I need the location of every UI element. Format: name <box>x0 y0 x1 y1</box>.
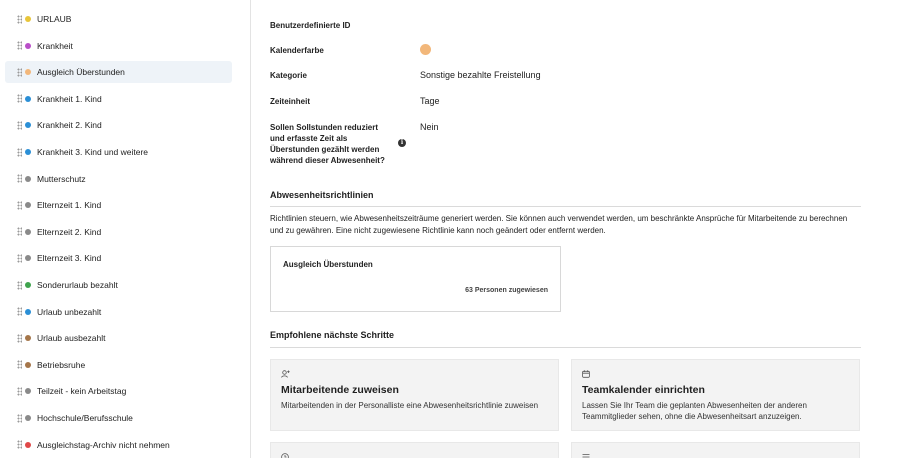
section-divider <box>270 206 861 207</box>
sidebar-item[interactable] <box>5 434 232 456</box>
color-dot-icon <box>25 176 31 182</box>
drag-handle-icon[interactable] <box>17 387 22 396</box>
drag-handle-icon[interactable] <box>17 94 22 103</box>
list-icon <box>582 453 590 458</box>
step-card-title: Mitarbeitende zuweisen <box>281 384 399 396</box>
color-dot-icon <box>25 43 31 49</box>
drag-handle-icon[interactable] <box>17 227 22 236</box>
overtime-question-line: Sollen Sollstunden reduziert <box>270 123 379 132</box>
category-label: Kategorie <box>270 71 307 80</box>
sidebar-item[interactable] <box>5 61 232 83</box>
calendar-color-swatch <box>420 44 431 55</box>
absence-type-details <box>251 0 906 458</box>
section-divider <box>270 347 861 348</box>
sidebar-item[interactable] <box>5 141 232 163</box>
absence-type-sidebar <box>0 0 251 458</box>
color-dot-icon <box>25 255 31 261</box>
overtime-question-line: während dieser Abwesenheit? <box>270 156 385 165</box>
next-step-card[interactable] <box>571 442 860 458</box>
drag-handle-icon[interactable] <box>17 440 22 449</box>
color-dot-icon <box>25 96 31 102</box>
sidebar-item-label: Krankheit 3. Kind und weitere <box>37 147 149 157</box>
sidebar-item-label: Krankheit <box>37 40 73 51</box>
sidebar-item-label: URLAUB <box>37 14 72 24</box>
sidebar-item-label: Elternzeit 1. Kind <box>37 200 102 211</box>
sidebar-item-label: Ausgleich Überstunden <box>37 67 125 78</box>
sidebar-item[interactable] <box>5 274 232 296</box>
sidebar-item[interactable] <box>5 8 232 30</box>
sidebar-item-label: Ausgleichstag-Archiv nicht nehmen <box>37 439 170 450</box>
drag-handle-icon[interactable] <box>17 334 22 343</box>
color-dot-icon <box>25 442 31 448</box>
next-steps-section-title: Empfohlene nächste Schritte <box>270 330 395 340</box>
color-dot-icon <box>25 309 31 315</box>
sidebar-item-label: Krankheit 1. Kind <box>37 93 102 104</box>
drag-handle-icon[interactable] <box>17 121 22 130</box>
custom-id-label: Benutzerdefinierte ID <box>270 21 351 30</box>
drag-handle-icon[interactable] <box>17 174 22 183</box>
drag-handle-icon[interactable] <box>17 254 22 263</box>
sidebar-item[interactable] <box>5 114 232 136</box>
sidebar-item[interactable] <box>5 354 232 376</box>
drag-handle-icon[interactable] <box>17 281 22 290</box>
sidebar-item[interactable] <box>5 407 232 429</box>
sidebar-item[interactable] <box>5 380 232 402</box>
sidebar-item-label: Urlaub ausbezahlt <box>37 333 106 344</box>
sidebar-item-label: Krankheit 2. Kind <box>37 120 102 131</box>
policy-card-assigned-count: 63 Personen zugewiesen <box>465 287 548 294</box>
overtime-value: Nein <box>420 122 439 132</box>
sidebar-item[interactable] <box>5 168 232 190</box>
sidebar-item[interactable] <box>5 327 232 349</box>
color-dot-icon <box>25 388 31 394</box>
overtime-question-line: und erfasste Zeit als <box>270 134 348 143</box>
sidebar-item-label: Betriebsruhe <box>37 359 86 370</box>
color-dot-icon <box>25 202 31 208</box>
color-dot-icon <box>25 415 31 421</box>
policies-section-title: Abwesenheitsrichtlinien <box>270 190 374 200</box>
color-dot-icon <box>25 362 31 368</box>
time-unit-value: Tage <box>420 96 440 106</box>
step-card-title: Teamkalender einrichten <box>582 384 705 396</box>
calendar-icon <box>582 370 590 380</box>
assign-employees-card[interactable] <box>270 359 559 431</box>
color-dot-icon <box>25 335 31 341</box>
time-unit-label: Zeiteinheit <box>270 97 311 106</box>
category-value: Sonstige bezahlte Freistellung <box>420 70 541 80</box>
policy-card[interactable] <box>270 246 561 312</box>
policies-description: Richtlinien steuern, wie Abwesenheitszeiträume generiert werden. Sie können auch verwendet werden, um beschränkte Ansprüche für Mitarbeitende zu berechnen und zu gewähren. Eine nicht zugewiesene Richtlinie kann noch geändert oder entfernt werden. <box>270 214 848 235</box>
color-dot-icon <box>25 69 31 75</box>
drag-handle-icon[interactable] <box>17 360 22 369</box>
color-dot-icon <box>25 149 31 155</box>
drag-handle-icon[interactable] <box>17 201 22 210</box>
sidebar-item-label: Teilzeit - kein Arbeitstag <box>37 386 127 397</box>
sidebar-item-label: Elternzeit 3. Kind <box>37 253 102 264</box>
calendar-color-label: Kalenderfarbe <box>270 46 324 55</box>
sidebar-item-label: Mutterschutz <box>37 173 86 184</box>
sidebar-item[interactable] <box>5 221 232 243</box>
policy-card-name: Ausgleich Überstunden <box>283 260 373 269</box>
info-icon[interactable]: i <box>398 139 406 147</box>
drag-handle-icon[interactable] <box>17 68 22 77</box>
drag-handle-icon[interactable] <box>17 148 22 157</box>
sidebar-item-label: Urlaub unbezahlt <box>37 306 102 317</box>
sidebar-item-label: Elternzeit 2. Kind <box>37 226 102 237</box>
team-calendar-card[interactable] <box>571 359 860 431</box>
color-dot-icon <box>25 229 31 235</box>
drag-handle-icon[interactable] <box>17 307 22 316</box>
drag-handle-icon[interactable] <box>17 15 22 24</box>
step-card-text: Mitarbeitenden in der Personalliste eine Abwesenheitsrichtlinie zuweisen <box>281 401 539 410</box>
drag-handle-icon[interactable] <box>17 41 22 50</box>
color-dot-icon <box>25 282 31 288</box>
sidebar-item[interactable] <box>5 301 232 323</box>
clock-icon <box>281 453 289 458</box>
color-dot-icon <box>25 16 31 22</box>
person-add-icon <box>281 370 290 380</box>
drag-handle-icon[interactable] <box>17 414 22 423</box>
sidebar-item[interactable] <box>5 194 232 216</box>
step-card-text: Lassen Sie Ihr Team die geplanten Abwesenheiten der anderen Teammitglieder sehen, ohne die Abwesenheitsart anzuzeigen. <box>582 401 807 421</box>
next-step-card[interactable] <box>270 442 559 458</box>
sidebar-item[interactable] <box>5 247 232 269</box>
sidebar-item-label: Hochschule/Berufsschule <box>37 413 133 423</box>
sidebar-item[interactable] <box>5 35 232 57</box>
overtime-question-label <box>270 122 385 166</box>
sidebar-item-label: Sonderurlaub bezahlt <box>37 280 118 290</box>
overtime-question-line: Überstunden gezählt werden <box>270 145 380 154</box>
sidebar-item[interactable] <box>5 88 232 110</box>
color-dot-icon <box>25 122 31 128</box>
